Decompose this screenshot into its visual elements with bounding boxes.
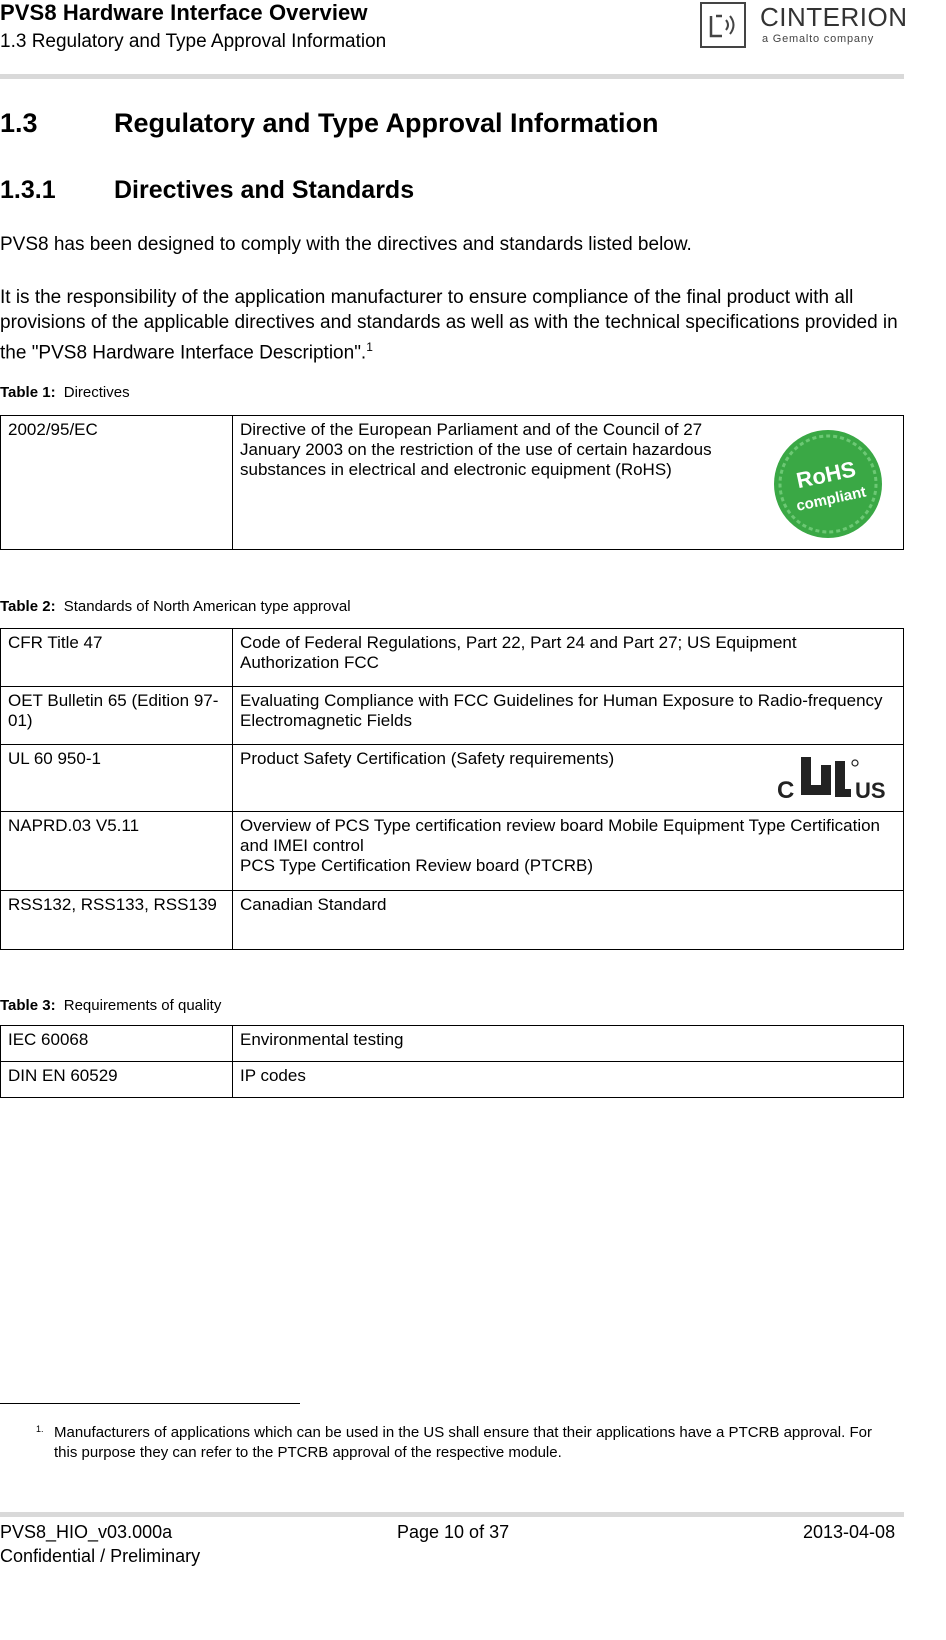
table-cell-desc bbox=[233, 812, 904, 891]
wireless-signal-icon bbox=[700, 2, 746, 48]
table-cell-code: OET Bulletin 65 (Edition 97-01) bbox=[1, 687, 233, 745]
table2-caption-text: Standards of North American type approval bbox=[63, 598, 351, 615]
logo-tagline: a Gemalto company bbox=[762, 33, 875, 45]
footer-doc-id: PVS8_HIO_v03.000a bbox=[0, 1522, 173, 1542]
rohs-description: Directive of the European Parliament and of the Council of 27 January 2003 on the restriction of the use of certain hazardous substances in electrical and electronic equipment (RoHS) bbox=[240, 420, 712, 479]
subsection-title: Directives and Standards bbox=[114, 176, 415, 204]
table-cell-code: RSS132, RSS133, RSS139 bbox=[1, 891, 233, 950]
rohs-compliant-icon bbox=[772, 428, 884, 540]
table-cell-code: UL 60 950-1 bbox=[1, 745, 233, 812]
company-logo bbox=[700, 2, 908, 52]
north-american-standards-table bbox=[0, 628, 904, 950]
table-row bbox=[1, 416, 904, 550]
naprd-description: Overview of PCS Type certification review board Mobile Equipment Type Certification and IMEI control bbox=[240, 816, 880, 855]
badge-line-2: compliant bbox=[794, 483, 868, 515]
section-number: 1.3 bbox=[0, 108, 38, 138]
table-row bbox=[1, 745, 904, 812]
footnote-reference[interactable]: 1 bbox=[366, 340, 373, 354]
badge-line-1: RoHS bbox=[793, 456, 858, 494]
footer-page-number: Page 10 of 37 bbox=[397, 1522, 510, 1542]
table-cell-desc: Canadian Standard bbox=[233, 891, 904, 950]
logo-name: CINTERION bbox=[760, 2, 908, 32]
footnote-text: Manufacturers of applications which can be used in the US shall ensure that their applications have a PTCRB approval. For this purpose they can refer to the PTCRB approval of the respective module. bbox=[54, 1424, 872, 1461]
naprd-description-2: PCS Type Certification Review board (PTCRB) bbox=[240, 856, 594, 875]
table-row bbox=[1, 891, 904, 950]
ul-mark-us: US bbox=[855, 778, 886, 803]
directives-table bbox=[0, 415, 904, 550]
table-row bbox=[1, 1062, 904, 1098]
responsibility-text: It is the responsibility of the application manufacturer to ensure compliance of the final product with all provisions of the applicable directives and standards as well as with the technical specifications provided in the "PVS8 Hardware Interface Description". bbox=[0, 287, 898, 364]
footnote bbox=[36, 1423, 886, 1463]
table-row bbox=[1, 629, 904, 687]
rohs-badge bbox=[758, 420, 897, 540]
table3-caption-text: Requirements of quality bbox=[63, 997, 222, 1014]
table-row bbox=[1, 1026, 904, 1062]
table1-label: Table 1: bbox=[0, 384, 56, 401]
intro-paragraph: PVS8 has been designed to comply with the directives and standards listed below. bbox=[0, 234, 692, 255]
table-cell-code: DIN EN 60529 bbox=[1, 1062, 233, 1098]
table-cell-code: NAPRD.03 V5.11 bbox=[1, 812, 233, 891]
subsection-heading bbox=[0, 176, 414, 205]
table-cell-desc: Environmental testing bbox=[233, 1026, 904, 1062]
footer-date: 2013-04-08 bbox=[803, 1522, 896, 1542]
ul-mark-c: C bbox=[777, 777, 795, 803]
ul-description: Product Safety Certification (Safety requirements) bbox=[240, 749, 615, 768]
table2-label: Table 2: bbox=[0, 598, 56, 615]
table-cell-code: CFR Title 47 bbox=[1, 629, 233, 687]
table-cell-desc: IP codes bbox=[233, 1062, 904, 1098]
ul-certification-mark-icon bbox=[777, 755, 889, 803]
table-cell-desc bbox=[233, 745, 904, 812]
table1-caption bbox=[0, 384, 130, 401]
footer-divider bbox=[0, 1512, 904, 1517]
header-section-ref: 1.3 Regulatory and Type Approval Information bbox=[0, 31, 387, 52]
responsibility-paragraph bbox=[0, 285, 905, 365]
table-cell-code: 2002/95/EC bbox=[1, 416, 233, 550]
table1-caption-text: Directives bbox=[63, 384, 130, 401]
table-row bbox=[1, 687, 904, 745]
table-row bbox=[1, 812, 904, 891]
header-divider bbox=[0, 74, 904, 79]
section-heading bbox=[0, 108, 659, 139]
document-title: PVS8 Hardware Interface Overview bbox=[0, 0, 368, 25]
table-cell-desc: Evaluating Compliance with FCC Guidelines for Human Exposure to Radio-frequency Electromagnetic Fields bbox=[233, 687, 904, 745]
footer-classification: Confidential / Preliminary bbox=[0, 1546, 201, 1566]
section-title: Regulatory and Type Approval Information bbox=[114, 108, 659, 138]
table3-label: Table 3: bbox=[0, 997, 56, 1014]
table-cell-desc bbox=[233, 416, 904, 550]
table-cell-code: IEC 60068 bbox=[1, 1026, 233, 1062]
subsection-number: 1.3.1 bbox=[0, 176, 56, 204]
footnote-divider bbox=[0, 1403, 300, 1404]
table2-caption bbox=[0, 598, 351, 615]
quality-requirements-table bbox=[0, 1025, 904, 1098]
table3-caption bbox=[0, 997, 221, 1014]
table-cell-desc: Code of Federal Regulations, Part 22, Part 24 and Part 27; US Equipment Authorization FCC bbox=[233, 629, 904, 687]
footnote-mark: 1. bbox=[36, 1424, 44, 1434]
